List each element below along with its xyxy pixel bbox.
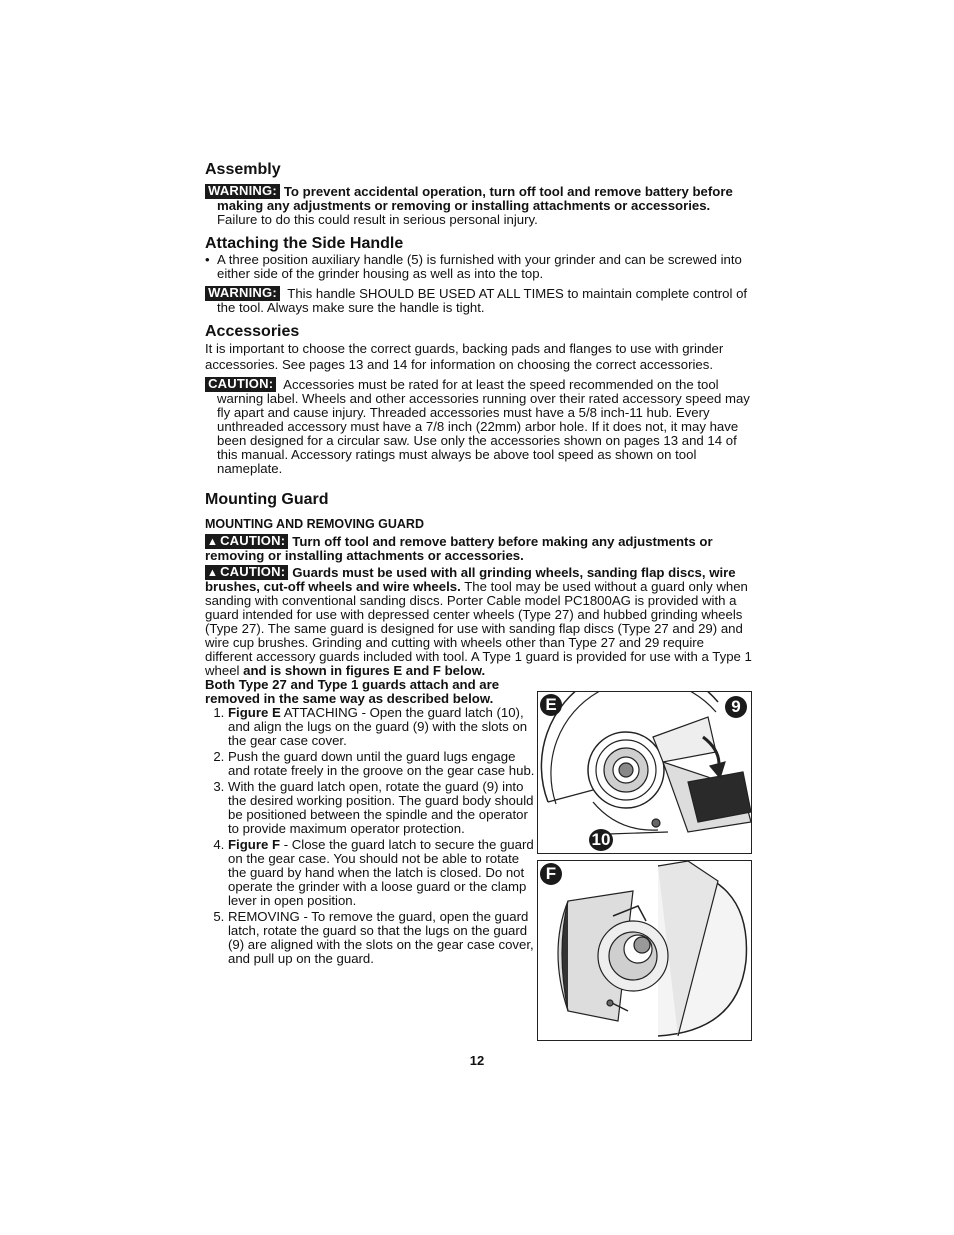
accessories-heading: Accessories	[205, 323, 300, 340]
grinder-guard-closed-illustration	[538, 861, 751, 1040]
callout-latch-10: 10	[589, 829, 613, 851]
callout-guard-9: 9	[725, 696, 747, 718]
caution-badge: ▲ CAUTION:	[205, 377, 276, 392]
list-item: 2. Push the guard down until the guard lugs engage and rotate freely in the groove on the gear case hub.	[228, 750, 537, 778]
mounting-guard-heading: Mounting Guard	[205, 491, 329, 508]
side-handle-heading: Attaching the Side Handle	[205, 235, 404, 252]
caution-badge: ▲ CAUTION:	[205, 534, 288, 549]
caution-triangle-icon: ▲	[207, 536, 219, 548]
side-handle-warning: ▲ WARNING: This handle SHOULD BE USED AT ALL TIMES to maintain complete control of the tool. Always make sure the handle is tight.	[195, 285, 748, 315]
side-handle-list	[205, 253, 753, 281]
figure-f-label: F	[540, 863, 562, 885]
caution-badge: ▲ CAUTION:	[205, 565, 288, 580]
steps-column	[205, 678, 537, 966]
both-types-note: Both Type 27 and Type 1 guards attach and are removed in the same way as described below.	[205, 677, 500, 706]
list-item: 4. Figure F - Close the guard latch to secure the guard on the gear case. You should not be able to rotate the guard by hand when the latch is closed. Do not operate the grinder with a loose guard or the clamp lever in open position.	[228, 838, 537, 908]
page-number: 12	[469, 1053, 485, 1068]
mounting-subheading: MOUNTING AND REMOVING GUARD	[205, 517, 424, 531]
guard-steps	[205, 706, 537, 966]
warning-triangle-icon: ▲	[195, 186, 207, 198]
figure-e	[537, 691, 752, 854]
list-item: 3. With the guard latch open, rotate the guard (9) into the desired working position. The guard body should be positioned between the spindle and the operator to provide maximum operator protection.	[228, 780, 537, 836]
figure-f	[537, 860, 752, 1041]
figure-e-label: E	[540, 694, 562, 716]
list-item: • A three position auxiliary handle (5) is furnished with your grinder and can be screwed into either side of the grinder housing as well as into the top.	[217, 253, 753, 281]
grinder-guard-attaching-illustration	[538, 692, 751, 853]
list-item: 1. Figure E ATTACHING - Open the guard latch (10), and align the lugs on the guard (9) with the slots on the gear case cover.	[228, 706, 537, 748]
mounting-caution-2: ▲ CAUTION: Guards must be used with all grinding wheels, sanding flap discs, wire brushes, cut-off wheels and wire wheels. The tool may be used without a guard only when sanding with conventional sanding discs. Porter Cable model PC1800AG is provided with a guard intended for use with depressed center wheels (Type 27) and hubbed grinding wheels (Type 27). The same guard is designed for use with sanding flap discs (Type 27 and 29) and wire cup brushes. Grinding and cutting with wheels other than Type 27 and 29 require different accessory guards included with tool. A Type 1 guard is provided for use with a Type 1 wheel and is shown in figures E and F below.	[205, 564, 752, 678]
list-item: 5. REMOVING - To remove the guard, open the guard latch, rotate the guard so that the lugs on the guard (9) are aligned with the slots on the gear case cover, and pull up on the guard.	[228, 910, 537, 966]
caution-triangle-icon: ▲	[207, 567, 219, 579]
mounting-caution-1: ▲ CAUTION: Turn off tool and remove battery before making any adjustments or removing or installing attachments or accessories.	[205, 533, 713, 563]
accessories-body: It is important to choose the correct guards, backing pads and flanges to use with grinder accessories. See pages 13 and 14 for information on choosing the correct accessories.	[205, 341, 724, 372]
assembly-warning: ▲ WARNING: To prevent accidental operation, turn off tool and remove battery before making any adjustments or removing or installing attachments or accessories. Failure to do this could result in serious personal injury.	[195, 183, 733, 227]
caution-triangle-icon: ▲	[195, 379, 207, 391]
accessories-caution: ▲ CAUTION: Accessories must be rated for at least the speed recommended on the tool warning label. Wheels and other accessories running over their rated accessory speed may fly apart and cause injury. Threaded accessories must have a 5/8 inch-11 hub. Every unthreaded accessory must have a 7/8 inch (22mm) arbor hole. If it does not, it may have been designed for a circular saw. Use only the accessories shown on pages 13 and 14 of this manual. Accessory ratings must always be above tool speed as shown on tool nameplate.	[195, 376, 750, 476]
warning-badge: ▲ WARNING:	[205, 286, 280, 301]
warning-triangle-icon: ▲	[195, 288, 207, 300]
warning-badge: ▲ WARNING:	[205, 184, 280, 199]
assembly-heading: Assembly	[205, 161, 281, 178]
